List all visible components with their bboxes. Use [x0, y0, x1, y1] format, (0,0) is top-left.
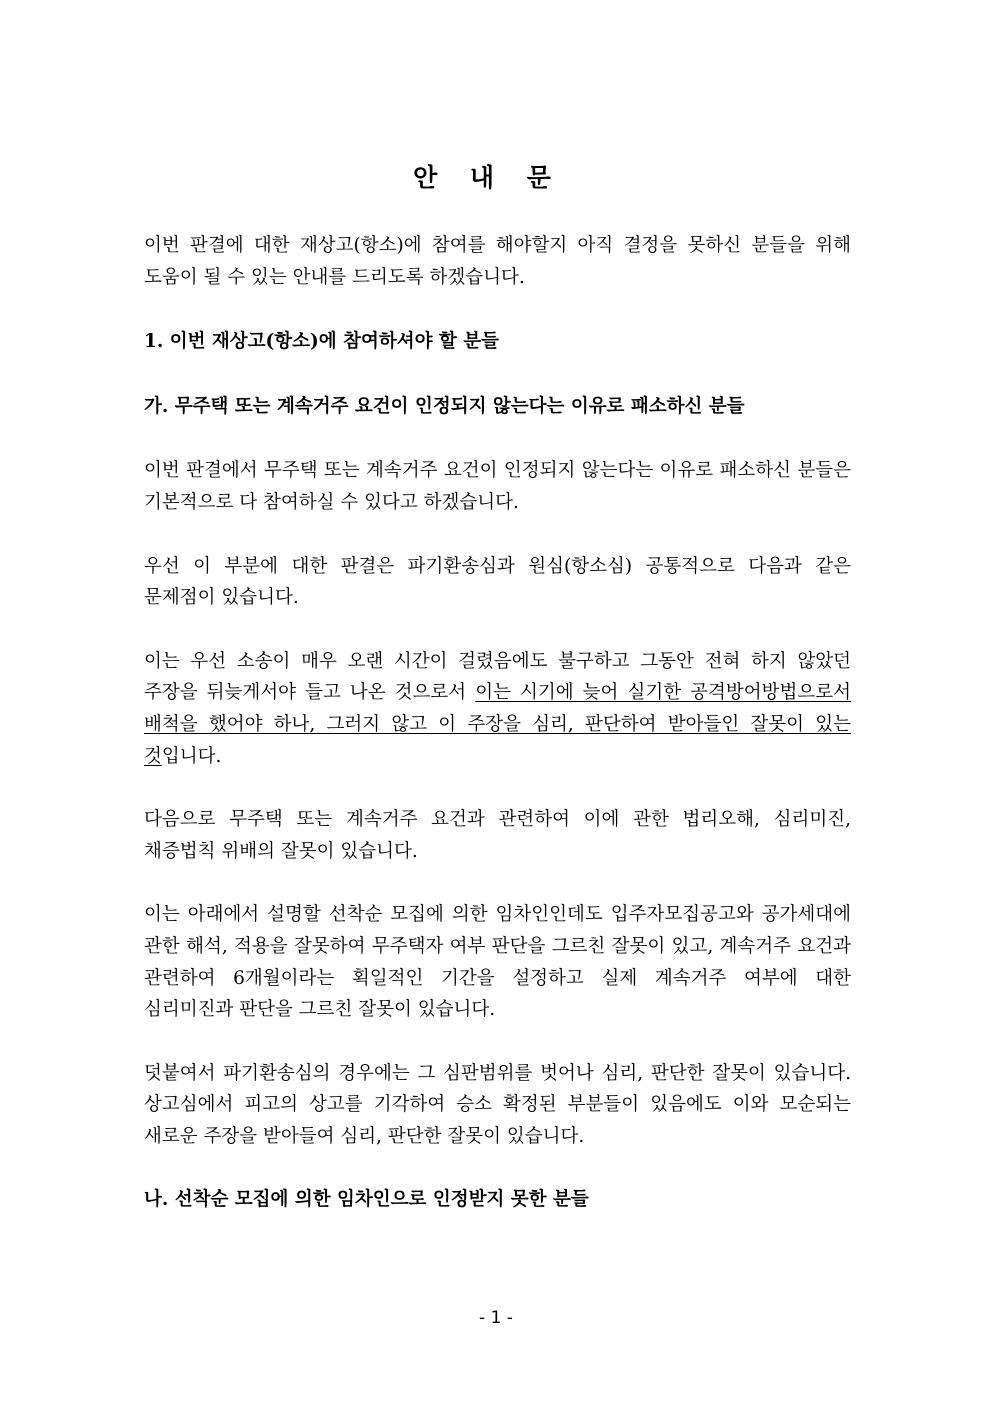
document-body	[144, 230, 851, 1216]
paragraph-5: 이는 아래에서 설명할 선착순 모집에 의한 임차인인데도 입주자모집공고와 공가세대에 관한 해석, 적용을 잘못하여 무주택자 여부 판단을 그르친 잘못이 있고, 계속거주 요건과 관련하여 6개월이라는 획일적인 기간을 설정하고 실제 계속거주 여부에 대한 심리미진과 판단을 그르친 잘못이 있습니다.	[144, 904, 851, 1021]
page-number: - 1 -	[479, 1308, 513, 1328]
paragraph-4: 다음으로 무주택 또는 계속거주 요건과 관련하여 이에 관한 법리오해, 심리미진, 채증법칙 위배의 잘못이 있습니다.	[144, 809, 851, 862]
paragraph-3	[144, 646, 851, 772]
document-title: 안 내 문	[413, 163, 563, 192]
paragraph-1: 이번 판결에서 무주택 또는 계속거주 요건이 인정되지 않는다는 이유로 패소하신 분들은 기본적으로 다 참여하실 수 있다고 하겠습니다.	[144, 460, 851, 513]
section-1-heading: 1. 이번 재상고(항소)에 참여하셔야 할 분들	[144, 331, 499, 353]
paragraph-3-underlined-text: 이는 시기에 늦어 실기한 공격방어방법으로서 배척을 했어야 하나, 그러지 않고 이 주장을 심리, 판단하여 받아들인 잘못이 있는 것	[144, 682, 851, 767]
subsection-ga-heading: 가. 무주택 또는 계속거주 요건이 인정되지 않는다는 이유로 패소하신 분들	[144, 395, 745, 417]
subsection-na-heading: 나. 선착순 모집에 의한 임차인으로 인정받지 못한 분들	[144, 1189, 589, 1211]
paragraph-3-text: 이는 우선 소송이 매우 오랜 시간이 걸렸음에도 불구하고 그동안 전혀 하지 않았던 주장을 뒤늦게서야 들고 나온 것으로서	[144, 650, 851, 704]
paragraph-2: 우선 이 부분에 대한 판결은 파기환송심과 원심(항소심) 공통적으로 다음과 같은 문제점이 있습니다.	[144, 555, 851, 609]
intro-paragraph: 이번 판결에 대한 재상고(항소)에 참여를 해야할지 아직 결정을 못하신 분들을 위해 도움이 될 수 있는 안내를 드리도록 하겠습니다.	[144, 235, 851, 288]
paragraph-3-tail: 입니다.	[161, 745, 222, 767]
paragraph-6: 덧붙여서 파기환송심의 경우에는 그 심판범위를 벗어나 심리, 판단한 잘못이 있습니다. 상고심에서 피고의 상고를 기각하여 승소 확정된 부분들이 있음에도 이와 모순되는 새로운 주장을 받아들여 심리, 판단한 잘못이 있습니다.	[144, 1062, 851, 1147]
